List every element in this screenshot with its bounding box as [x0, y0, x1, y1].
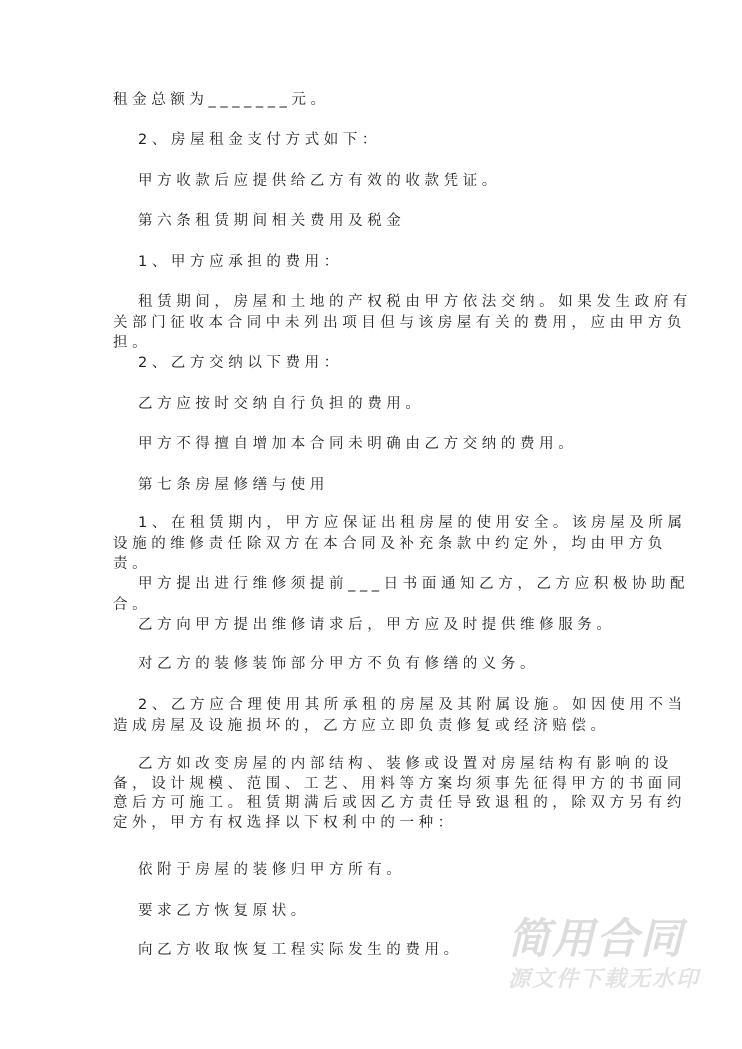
paragraph: 要求乙方恢复原状。: [138, 903, 310, 919]
paragraph: 甲方收款后应提供给乙方有效的收款凭证。: [138, 173, 501, 189]
paragraph: 1、在租赁期内，甲方应保证出租房屋的使用安全。该房屋及所属设施的维修责任除双方在本合同及补充条款中约定外，均由甲方负责。: [113, 515, 687, 572]
paragraph: 2、房屋租金支付方式如下：: [138, 132, 382, 148]
paragraph: 2、乙方交纳以下费用：: [138, 355, 343, 371]
paragraph: 乙方如改变房屋的内部结构、装修或设置对房屋结构有影响的设备，设计规模、范围、工艺、用料等方案均须事先征得甲方的书面同意后方可施工。租赁期满后或因乙方责任导致退租的，除双方另有约定外，甲方有权选择以下权利中的一种：: [113, 756, 686, 831]
paragraph: 租赁期间，房屋和土地的产权税由甲方依法交纳。如果发生政府有关部门征收本合同中未列出项目但与该房屋有关的费用，应由甲方负担。: [113, 294, 692, 351]
paragraph: 2、乙方应合理使用其所承租的房屋及其附属设施。如因使用不当造成房屋及设施损坏的，乙方应立即负责修复或经济赔偿。: [113, 697, 687, 734]
paragraph: 对乙方的装修装饰部分甲方不负有修缮的义务。: [138, 656, 540, 672]
paragraph: 向乙方收取恢复工程实际发生的费用。: [138, 942, 463, 958]
watermark-subtitle: 源文件下载无水印: [508, 967, 701, 992]
paragraph: 乙方向甲方提出维修请求后，甲方应及时提供维修服务。: [138, 617, 616, 633]
paragraph: 租金总额为_______元。: [113, 92, 330, 108]
paragraph: 甲方提出进行维修须提前___日书面通知乙方，乙方应积极协助配合。: [113, 576, 690, 613]
paragraph: 乙方应按时交纳自行负担的费用。: [138, 396, 425, 412]
section-heading: 第七条房屋修缮与使用: [138, 477, 329, 493]
section-heading: 第六条租赁期间相关费用及税金: [138, 213, 406, 229]
watermark-title: 简用合同: [508, 914, 685, 963]
paragraph: 1、甲方应承担的费用：: [138, 254, 343, 270]
paragraph: 依附于房屋的装修归甲方所有。: [138, 862, 406, 878]
paragraph: 甲方不得擅自增加本合同未明确由乙方交纳的费用。: [138, 436, 578, 452]
